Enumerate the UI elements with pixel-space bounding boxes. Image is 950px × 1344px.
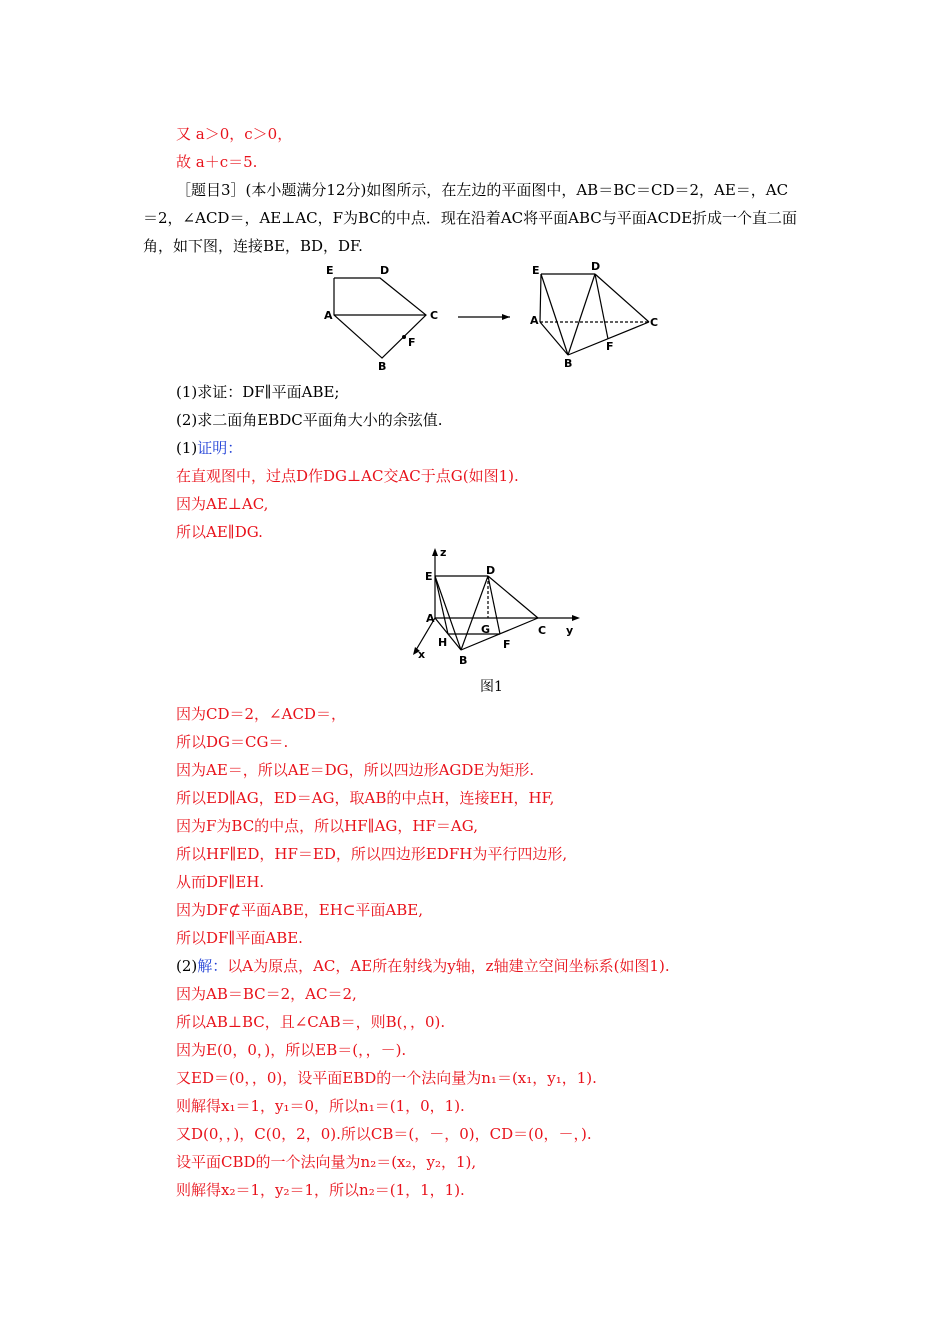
solution-line: 所以AB⊥BC，且∠CAB＝，则B(，，0). [176, 1013, 446, 1031]
label-E: E [425, 570, 433, 583]
label-A: A [426, 612, 435, 625]
problem-line: ＝2，∠ACD＝，AE⊥AC，F为BC的中点．现在沿着AC将平面ABC与平面ACDE折成一个直二面 [143, 209, 798, 227]
proof-line: 所以DF∥平面ABE. [176, 929, 303, 947]
label-A: A [324, 309, 333, 322]
proof-label: 证明： [197, 439, 243, 457]
y-axis-arrow-icon [572, 615, 580, 621]
solution-text: 以A为原点，AC，AE所在射线为y轴，z轴建立空间坐标系(如图1). [227, 957, 670, 975]
proof-line: 从而DF∥EH. [176, 873, 265, 891]
label-F: F [503, 638, 511, 651]
problem-line: 角，如下图，连接BE，BD，DF. [143, 237, 363, 255]
label-G: G [481, 623, 491, 636]
label-B: B [564, 357, 573, 370]
arrow-head-icon [502, 314, 510, 320]
question-1: (1)求证：DF∥平面ABE; [176, 383, 340, 401]
proof-line: 所以HF∥ED，HF＝ED，所以四边形EDFH为平行四边形, [176, 845, 568, 863]
label-B: B [378, 360, 387, 370]
folding-diagram [310, 260, 670, 370]
proof-line: 因为CD＝2，∠ACD＝， [176, 705, 346, 723]
solution-line: 设平面CBD的一个法向量为n₂＝(x₂，y₂，1), [176, 1153, 477, 1171]
problem-line: ［题目3］(本小题满分12分)如图所示，在左边的平面图中，AB＝BC＝CD＝2，AE＝，AC [176, 181, 789, 199]
label-B: B [459, 654, 468, 664]
proof-line: 因为DF⊄平面ABE，EH⊂平面ABE, [176, 901, 423, 919]
label-C: C [430, 309, 439, 322]
proof-line: 所以AE∥DG. [176, 523, 263, 541]
label-F: F [408, 336, 416, 349]
label-C: C [538, 624, 547, 637]
solution-line: 又ED＝(0，，0)，设平面EBD的一个法向量为n₁＝(x₁，y₁，1). [176, 1069, 597, 1087]
text-line: 又 a＞0，c＞0， [176, 125, 293, 143]
part1-heading [176, 438, 242, 458]
proof-line: 因为AE＝，所以AE＝DG，所以四边形AGDE为矩形. [176, 761, 535, 779]
solution-line: 则解得x₁＝1，y₁＝0，所以n₁＝(1，0，1). [176, 1097, 465, 1115]
label-F: F [606, 340, 614, 353]
label-C: C [650, 316, 659, 329]
part-number: (1) [176, 439, 198, 457]
z-axis-arrow-icon [432, 548, 438, 556]
figure-caption: 图1 [480, 679, 503, 695]
part2-heading [176, 956, 670, 976]
solution-line: 又D(0，，)，C(0，2，0).所以CB＝(，－，0)，CD＝(0，－，). [176, 1125, 592, 1143]
midpoint-dot [402, 335, 406, 339]
label-A: A [530, 314, 539, 327]
solution-line: 则解得x₂＝1，y₂＝1，所以n₂＝(1，1，1). [176, 1181, 465, 1199]
proof-line: 因为AE⊥AC, [176, 495, 269, 513]
label-H: H [438, 636, 448, 649]
label-y: y [566, 624, 574, 637]
proof-line: 因为F为BC的中点，所以HF∥AG，HF＝AG, [176, 817, 478, 835]
solution-line: 因为E(0，0，)，所以EB＝(，，－). [176, 1041, 407, 1059]
proof-line: 所以DG＝CG＝. [176, 733, 289, 751]
label-E: E [532, 264, 540, 277]
label-D: D [591, 260, 601, 273]
label-D: D [380, 264, 390, 277]
part-number: (2) [176, 957, 198, 975]
label-E: E [326, 264, 334, 277]
label-x: x [418, 648, 426, 661]
label-D: D [486, 564, 496, 577]
solution-label: 解： [197, 957, 228, 975]
proof-line: 在直观图中，过点D作DG⊥AC交AC于点G(如图1). [176, 467, 519, 485]
figure-1-coordinate-diagram [408, 544, 588, 664]
label-z: z [440, 546, 447, 559]
proof-line: 所以ED∥AG，ED＝AG，取AB的中点H，连接EH，HF, [176, 789, 555, 807]
question-2: (2)求二面角EBDC平面角大小的余弦值. [176, 411, 443, 429]
solution-line: 因为AB＝BC＝2，AC＝2, [176, 985, 357, 1003]
text-line: 故 a＋c＝5. [176, 153, 258, 171]
